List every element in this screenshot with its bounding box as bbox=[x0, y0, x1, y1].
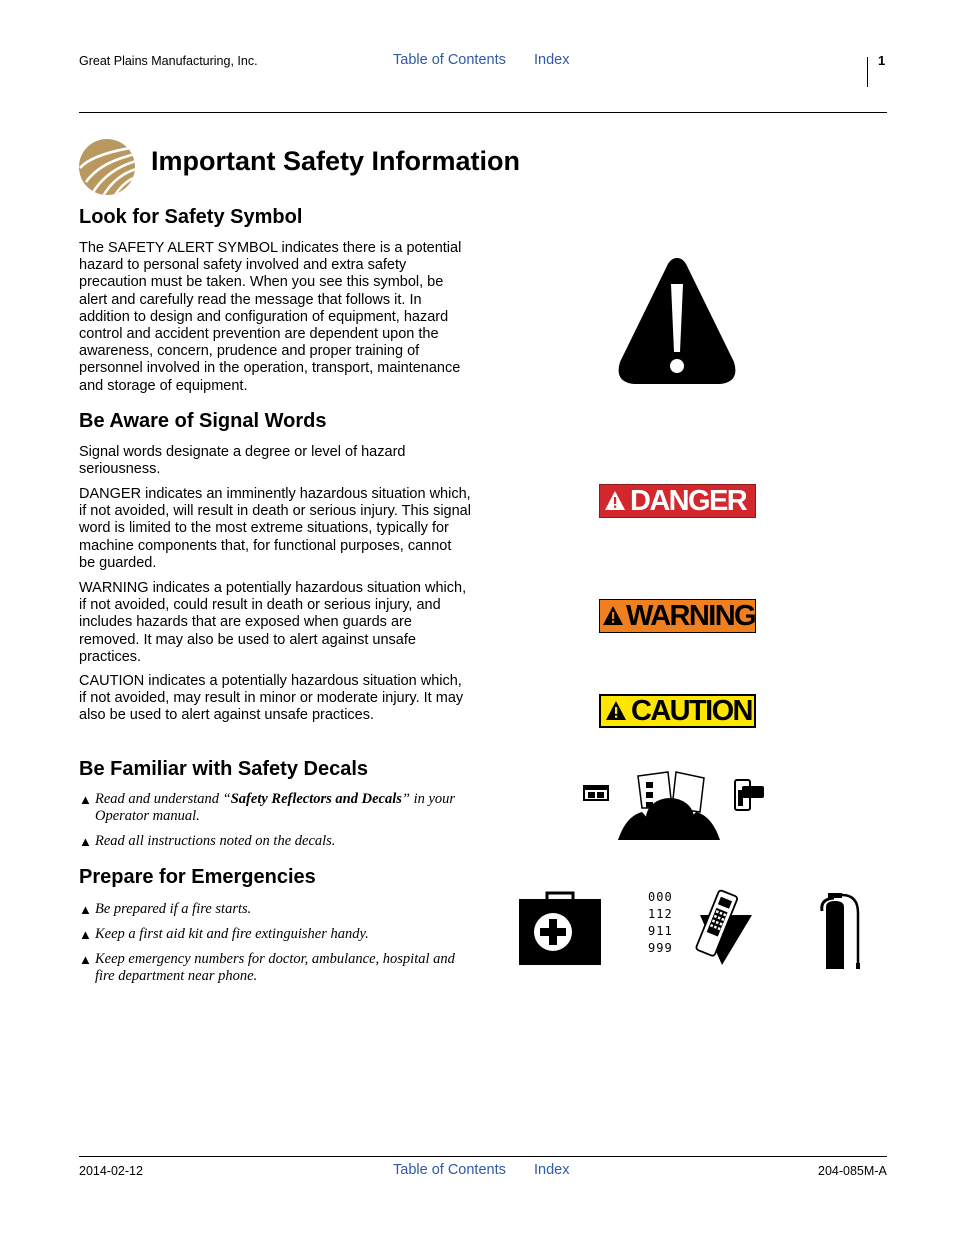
page-title: Important Safety Information bbox=[151, 146, 521, 176]
footer-toc-link[interactable]: Table of Contents bbox=[393, 1162, 506, 1178]
bullet-triangle-icon: ▲ bbox=[79, 927, 92, 942]
danger-description: DANGER indicates an imminently hazardous situation which, if not avoided, will result in death or serious injury. This signal word is limited to the most extreme situations, typically for machine components that, for functional purposes, cannot be guarded. bbox=[79, 486, 471, 571]
safety-alert-icon bbox=[614, 254, 740, 387]
header-divider bbox=[867, 57, 868, 87]
warning-description: WARNING indicates a potentially hazardous situation which, if not avoided, could result in death or serious injury, and includes hazards that are exposed when guards are removed. It may also be used to alert against unsafe practices. bbox=[79, 580, 467, 665]
safety-symbol-text: The SAFETY ALERT SYMBOL indicates there is a potential hazard to personal safety involved and extra safety precaution must be taken. When you see this symbol, be alert and carefully read the message that follows it. In addition to design and configuration of equipment, hazard control and accident prevention are dependent upon the awareness, concern, prudence and proper training of personnel involved in the operation, transport, maintenance and storage of equipment. bbox=[79, 240, 462, 394]
footer-doc-number: 204-085M-A bbox=[818, 1164, 887, 1178]
header-rule bbox=[79, 112, 887, 113]
signal-words-intro: Signal words designate a degree or level of hazard seriousness. bbox=[79, 444, 406, 478]
caution-label bbox=[599, 694, 756, 728]
bullet-triangle-icon: ▲ bbox=[79, 902, 92, 917]
header-toc-link[interactable]: Table of Contents bbox=[393, 52, 506, 68]
fire-extinguisher-icon bbox=[818, 889, 864, 971]
danger-text: DANGER bbox=[630, 484, 747, 517]
heading-safety-symbol: Look for Safety Symbol bbox=[79, 206, 303, 228]
heading-safety-decals: Be Familiar with Safety Decals bbox=[79, 758, 369, 780]
bullet-triangle-icon: ▲ bbox=[79, 834, 92, 849]
bullet-triangle-icon: ▲ bbox=[79, 952, 92, 967]
alert-triangle-icon bbox=[600, 490, 630, 512]
bullet-triangle-icon: ▲ bbox=[79, 792, 92, 807]
caution-text: CAUTION bbox=[631, 694, 752, 727]
emergencies-bullet-1: ▲ Be prepared if a fire starts. bbox=[79, 901, 252, 917]
warning-text: WARNING bbox=[626, 599, 755, 632]
footer-index-link[interactable]: Index bbox=[534, 1162, 570, 1178]
danger-label bbox=[599, 484, 756, 518]
great-plains-logo-icon bbox=[78, 138, 136, 196]
emergencies-bullet-2: ▲ Keep a first aid kit and fire extinguisher handy. bbox=[79, 926, 369, 942]
alert-triangle-icon bbox=[601, 700, 631, 722]
heading-signal-words: Be Aware of Signal Words bbox=[79, 410, 327, 432]
warning-label bbox=[599, 599, 756, 633]
footer-date: 2014-02-12 bbox=[79, 1164, 143, 1178]
footer-rule bbox=[79, 1156, 887, 1157]
manual-reading-icon bbox=[580, 768, 766, 848]
header-index-link[interactable]: Index bbox=[534, 52, 570, 68]
decals-bullet-2: ▲ Read all instructions noted on the decals. bbox=[79, 833, 336, 849]
page-number: 1 bbox=[878, 53, 886, 68]
caution-description: CAUTION indicates a potentially hazardous situation which, if not avoided, may result in minor or moderate injury. It may also be used to alert against unsafe practices. bbox=[79, 673, 464, 724]
header-company: Great Plains Manufacturing, Inc. bbox=[79, 54, 258, 68]
alert-triangle-icon bbox=[600, 605, 626, 627]
heading-emergencies: Prepare for Emergencies bbox=[79, 866, 316, 888]
emergency-numbers: 000 112 911 999 bbox=[648, 890, 673, 955]
emergencies-bullet-3: ▲ Keep emergency numbers for doctor, ambulance, hospital and fire department near phone. bbox=[79, 951, 455, 984]
decals-bullet-1: ▲ Read and understand “Safety Reflectors and Decals” in your Operator manual. bbox=[79, 791, 456, 824]
first-aid-kit-icon bbox=[517, 891, 603, 967]
phone-icon bbox=[686, 889, 754, 967]
